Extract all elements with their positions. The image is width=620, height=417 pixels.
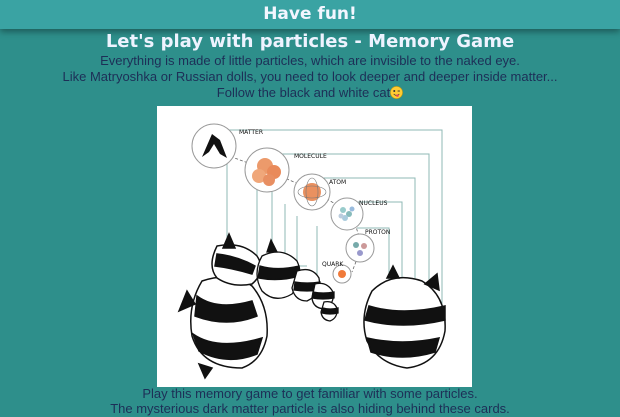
intro-line-3 — [0, 85, 620, 101]
nucleus-label: NUCLEUS — [359, 200, 388, 207]
large-cat-left — [179, 234, 267, 378]
description-line-2: The mysterious dark matter particle is also hiding behind these cards. — [110, 401, 510, 416]
proton-label: PROTON — [365, 229, 391, 236]
large-cat-right — [364, 266, 445, 368]
top-bar — [0, 0, 620, 29]
proton-circle — [346, 234, 374, 262]
intro-text — [0, 53, 620, 101]
intro-line-3-text: Follow the black and white cat — [216, 85, 391, 100]
molecule-label: MOLECULE — [294, 153, 327, 160]
particles-illustration — [157, 106, 472, 387]
page-title: Let's play with particles - Memory Game — [105, 31, 515, 52]
atom-circle — [294, 174, 330, 210]
description-line-1: Play this memory game to get familiar with some particles. — [142, 386, 478, 401]
matryoshka-cats-diagram — [157, 106, 472, 387]
matter-label: MATTER — [239, 129, 263, 136]
game-description — [0, 386, 620, 416]
site-title: Have fun! — [263, 4, 357, 24]
atom-label: ATOM — [329, 179, 347, 186]
intro-line-1: Everything is made of little particles, which are invisible to the naked eye. — [100, 53, 520, 68]
quark-label: QUARK — [322, 261, 344, 268]
intro-line-2: Like Matryoshka or Russian dolls, you need to look deeper and deeper inside matter... — [62, 69, 558, 84]
winking-tongue-face-emoji-icon — [390, 86, 403, 99]
molecule-circle — [245, 148, 289, 192]
matter-circle — [192, 124, 236, 168]
